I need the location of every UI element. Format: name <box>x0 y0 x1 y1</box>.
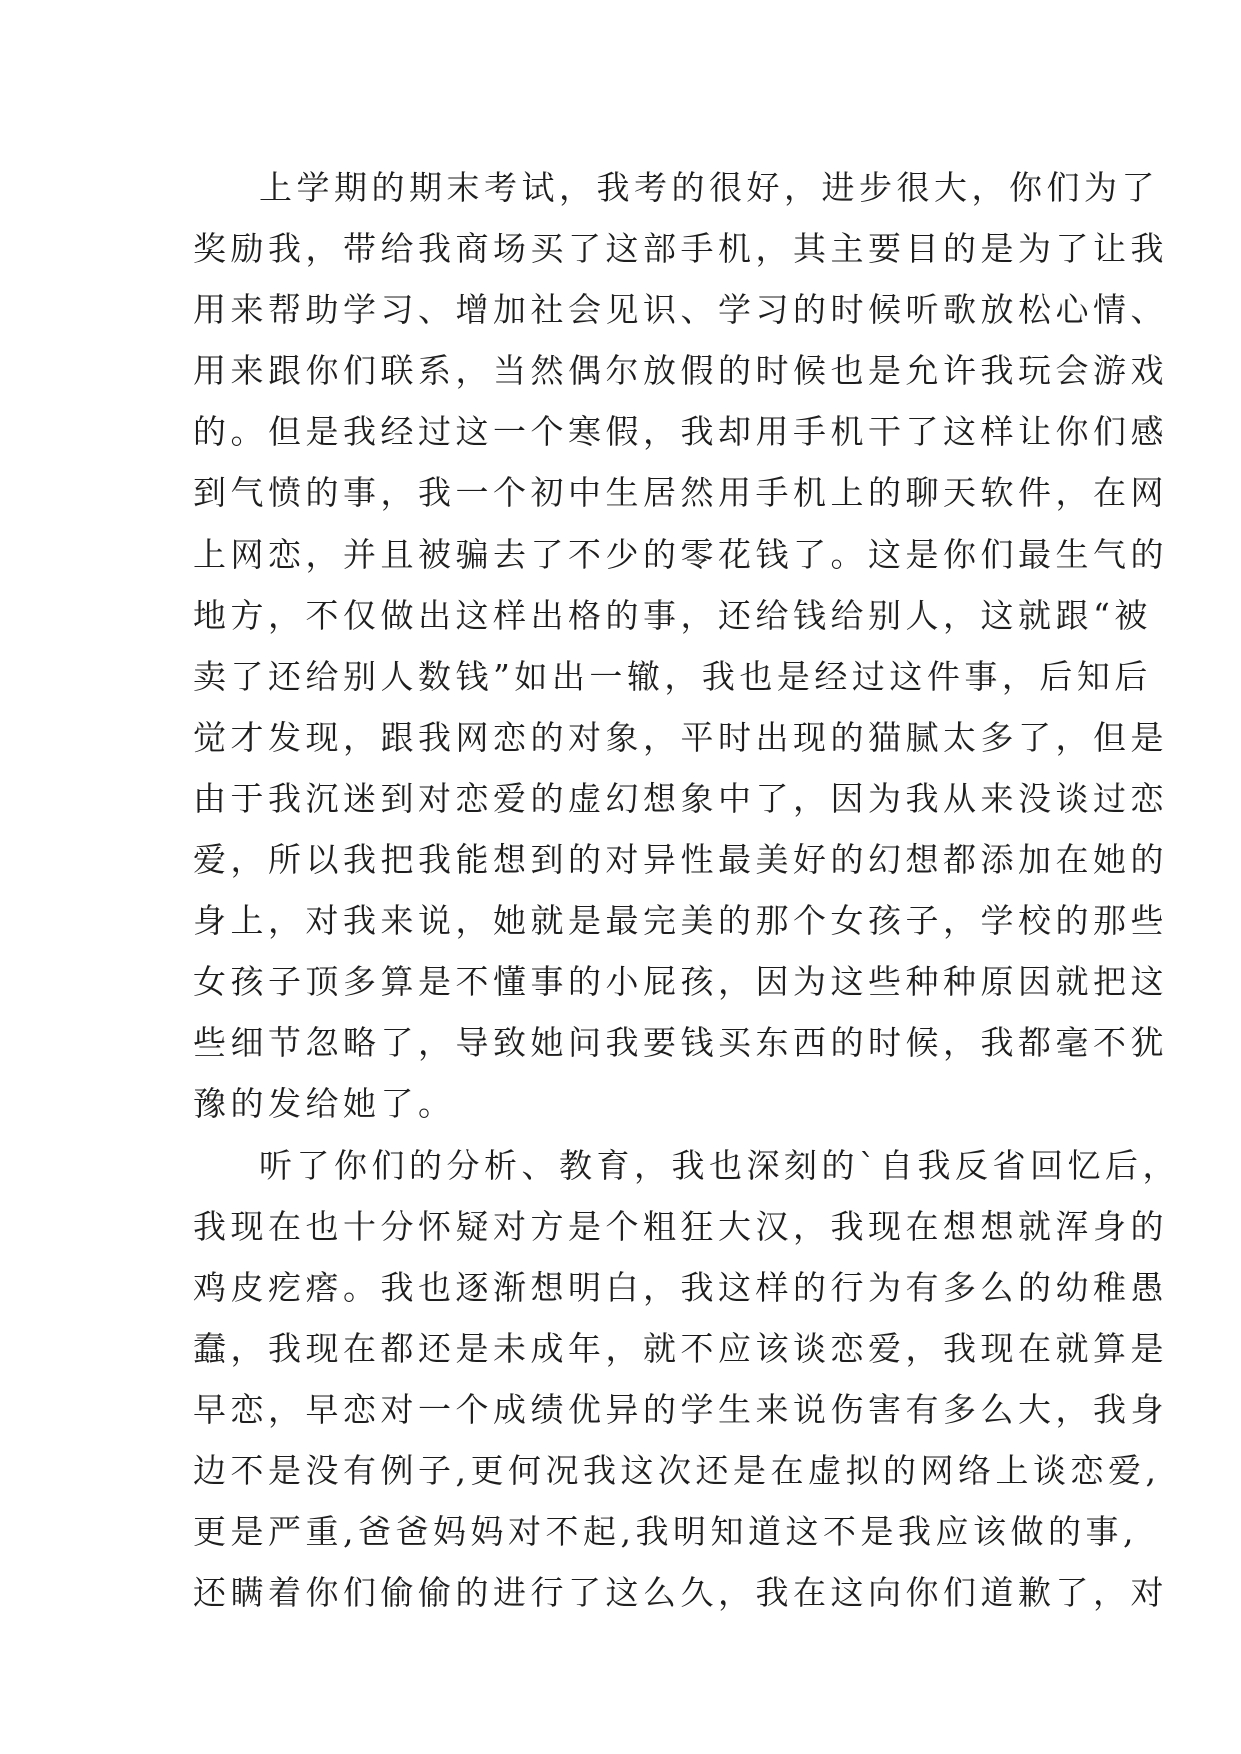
text-line: 到气愤的事，我一个初中生居然用手机上的聊天软件，在网 <box>193 473 1168 513</box>
text-line: 豫的发给她了。 <box>193 1084 456 1124</box>
text-line: 我现在也十分怀疑对方是个粗狂大汉，我现在想想就浑身的 <box>193 1206 1168 1246</box>
text-line: 还瞒着你们偷偷的进行了这么久，我在这向你们道歉了，对 <box>193 1573 1168 1613</box>
text-line: 用来帮助学习、增加社会见识、学习的时候听歌放松心情、 <box>193 290 1168 330</box>
text-line: 蠢，我现在都还是未成年，就不应该谈恋爱，我现在就算是 <box>193 1328 1168 1368</box>
body-text <box>193 157 1180 1623</box>
text-line: 鸡皮疙瘩。我也逐渐想明白，我这样的行为有多么的幼稚愚 <box>193 1267 1168 1307</box>
text-line: 由于我沉迷到对恋爱的虚幻想象中了，因为我从来没谈过恋 <box>193 778 1168 818</box>
text-line: 女孩子顶多算是不懂事的小屁孩，因为这些种种原因就把这 <box>193 962 1168 1002</box>
text-line: 奖励我，带给我商场买了这部手机，其主要目的是为了让我 <box>193 229 1168 269</box>
text-line: 更是严重,爸爸妈妈对不起,我明知道这不是我应该做的事, <box>193 1512 1138 1552</box>
text-line: 身上，对我来说，她就是最完美的那个女孩子，学校的那些 <box>193 901 1168 941</box>
text-line: 用来跟你们联系，当然偶尔放假的时候也是允许我玩会游戏 <box>193 351 1168 391</box>
text-line: 听了你们的分析、教育，我也深刻的`自我反省回忆后， <box>259 1145 1180 1185</box>
text-line: 上学期的期末考试，我考的很好，进步很大，你们为了 <box>259 168 1159 207</box>
text-line: 早恋，早恋对一个成绩优异的学生来说伤害有多么大，我身 <box>193 1389 1168 1429</box>
text-line: 地方，不仅做出这样出格的事，还给钱给别人，这就跟“被 <box>193 595 1152 635</box>
text-line: 卖了还给别人数钱”如出一辙，我也是经过这件事，后知后 <box>193 656 1152 696</box>
text-line: 边不是没有例子,更何况我这次还是在虚拟的网络上谈恋爱, <box>193 1450 1161 1490</box>
text-line: 爱，所以我把我能想到的对异性最美好的幻想都添加在她的 <box>193 840 1168 880</box>
text-line: 上网恋，并且被骗去了不少的零花钱了。这是你们最生气的 <box>193 534 1168 574</box>
text-line: 些细节忽略了，导致她问我要钱买东西的时候，我都毫不犹 <box>193 1023 1168 1063</box>
text-line: 觉才发现，跟我网恋的对象，平时出现的猫腻太多了，但是 <box>193 717 1168 757</box>
text-line: 的。但是我经过这一个寒假，我却用手机干了这样让你们感 <box>193 412 1168 452</box>
